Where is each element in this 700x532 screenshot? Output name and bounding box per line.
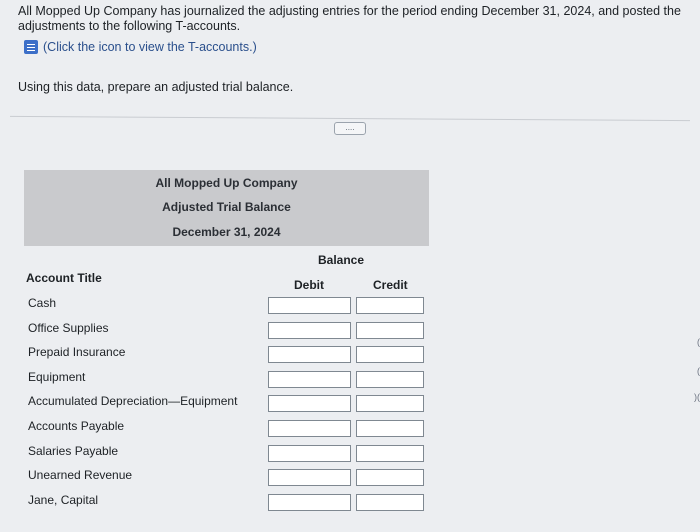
credit-input[interactable] (356, 395, 424, 412)
account-label: Accounts Payable (28, 419, 125, 433)
company-name: All Mopped Up Company (155, 176, 298, 190)
credit-input[interactable] (356, 494, 424, 511)
credit-input[interactable] (356, 322, 424, 339)
instructions-line-2: adjustments to the following T-accounts. (18, 19, 241, 33)
account-label: Jane, Capital (28, 493, 99, 507)
account-label: Unearned Revenue (28, 468, 133, 482)
debit-input[interactable] (268, 297, 351, 314)
statement-header (24, 170, 429, 246)
balance-column-group: Balance (318, 253, 365, 267)
debit-input[interactable] (268, 346, 351, 363)
document-icon[interactable] (24, 40, 38, 54)
debit-input[interactable] (268, 322, 351, 339)
account-label: Office Supplies (28, 321, 109, 335)
instructions (18, 4, 694, 34)
instructions-line-1: All Mopped Up Company has journalized the adjusting entries for the period ending December 31, 2024, and posted the (18, 4, 681, 18)
account-label: Equipment (28, 370, 86, 384)
edge-mark: )( (694, 392, 700, 402)
edge-mark: ( (697, 366, 700, 376)
view-t-accounts-link[interactable] (24, 40, 257, 54)
debit-input[interactable] (268, 395, 351, 412)
expand-more-button[interactable]: .... (334, 122, 366, 135)
edge-mark: ( (697, 337, 700, 347)
account-title-header: Account Title (26, 271, 102, 285)
statement-date: December 31, 2024 (172, 225, 281, 239)
debit-input[interactable] (268, 371, 351, 388)
account-label: Cash (28, 296, 57, 310)
credit-column-header: Credit (373, 278, 408, 292)
credit-input[interactable] (356, 420, 424, 437)
debit-input[interactable] (268, 494, 351, 511)
debit-input[interactable] (268, 445, 351, 462)
debit-input[interactable] (268, 420, 351, 437)
account-label: Accumulated Depreciation—Equipment (28, 394, 238, 408)
credit-input[interactable] (356, 371, 424, 388)
view-t-accounts-label[interactable]: (Click the icon to view the T-accounts.) (43, 40, 257, 54)
credit-input[interactable] (356, 346, 424, 363)
credit-input[interactable] (356, 469, 424, 486)
debit-column-header: Debit (294, 278, 324, 292)
debit-input[interactable] (268, 469, 351, 486)
section-divider (10, 116, 690, 121)
account-label: Prepaid Insurance (28, 345, 126, 359)
statement-title: Adjusted Trial Balance (162, 200, 291, 214)
task-prompt: Using this data, prepare an adjusted trial balance. (18, 80, 294, 94)
account-label: Salaries Payable (28, 444, 119, 458)
credit-input[interactable] (356, 297, 424, 314)
credit-input[interactable] (356, 445, 424, 462)
